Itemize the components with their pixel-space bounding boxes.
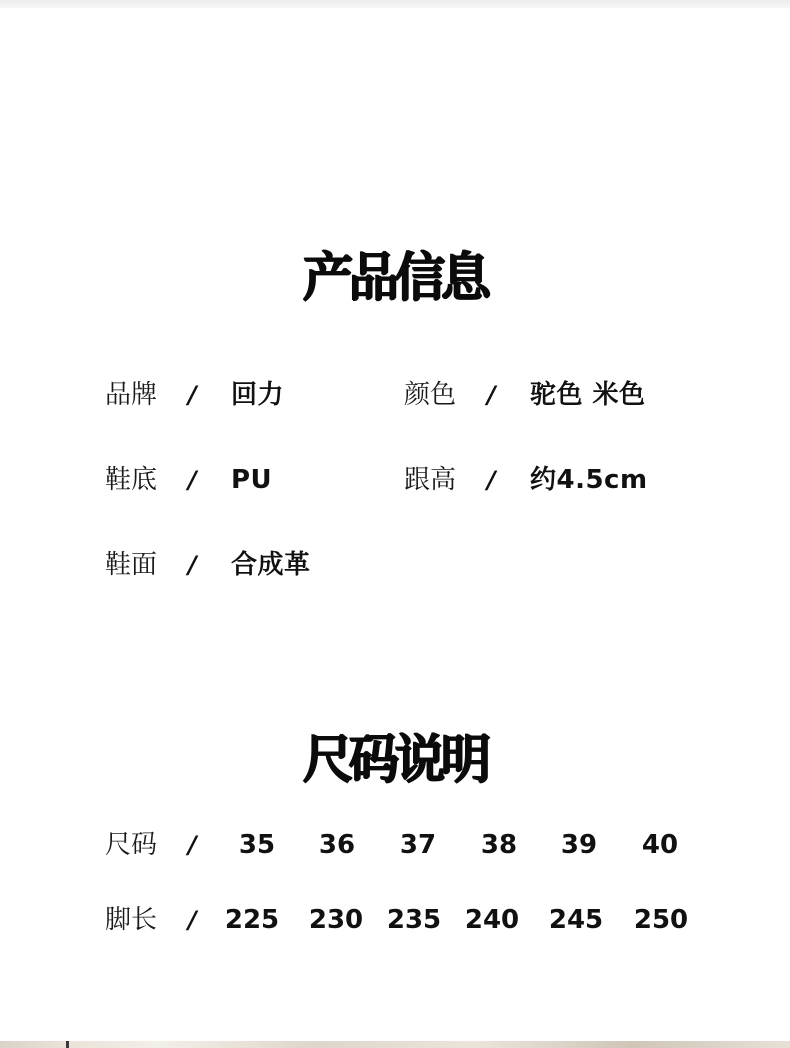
separator: / [188,551,197,579]
foot-length-cell: 240 [464,905,520,935]
foot-length-cell: 245 [548,905,604,935]
product-row-3 [0,547,790,583]
foot-length-cell: 235 [386,905,442,935]
foot-length-cell: 250 [633,905,689,935]
foot-length-cell: 230 [308,905,364,935]
color-value: 驼色 米色 [530,380,646,410]
foot-length-label: 脚长 [105,905,158,935]
size-guide-title: 尺码说明 [303,728,487,790]
product-row-1 [0,377,790,413]
size-cell: 35 [238,830,276,860]
brand-label: 品牌 [105,380,158,410]
separator: / [487,466,496,494]
brand-value: 回力 [231,380,285,410]
size-row [0,827,790,863]
sole-label: 鞋底 [105,465,158,495]
separator: / [188,831,197,859]
size-cell: 37 [399,830,437,860]
heel-height-value: 约4.5cm [530,465,648,495]
separator: / [487,381,496,409]
sole-value: PU [231,465,273,495]
size-label: 尺码 [105,830,158,860]
upper-value: 合成革 [231,550,311,580]
foot-length-cell: 225 [224,905,280,935]
product-row-2 [0,462,790,498]
color-label: 颜色 [404,380,457,410]
size-cell: 40 [641,830,679,860]
upper-label: 鞋面 [105,550,158,580]
bottom-photo-edge [0,1041,790,1048]
size-cell: 36 [318,830,356,860]
separator: / [188,466,197,494]
foot-length-row [0,902,790,938]
separator: / [188,906,197,934]
separator: / [188,381,197,409]
size-cell: 39 [560,830,598,860]
top-photo-edge [0,0,790,8]
size-cell: 38 [480,830,518,860]
photo-edge-mark [66,1041,69,1048]
product-info-title: 产品信息 [303,246,487,308]
heel-height-label: 跟高 [404,465,457,495]
